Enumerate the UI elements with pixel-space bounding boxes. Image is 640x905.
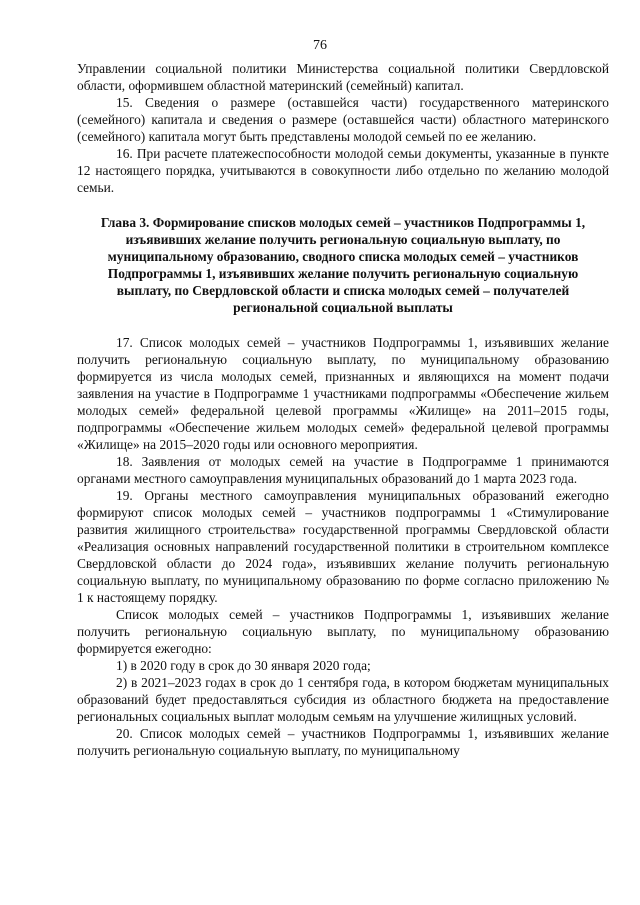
page-number: 76	[313, 38, 327, 53]
paragraph-18: 18. Заявления от молодых семей на участие в Подпрограмме 1 принимаются органами местного самоуправления муниципальных образований до 1 марта 2023 года.	[77, 454, 609, 486]
list-item-2: 2) в 2021–2023 годах в срок до 1 сентября года, в котором бюджетам муниципальных образований будет предоставляться субсидия из областного бюджета на предоставление региональных социальных выплат молодым семьям на улучшение жилищных условий.	[77, 675, 609, 724]
chapter-3-heading: Глава 3. Формирование списков молодых семей – участников Подпрограммы 1, изъявивших желание получить региональную социальную выплату, по муниципальному образованию, сводного списка молодых семей – участников Подпрограммы 1, изъявивших желание получить региональную социальную выплату, по Свердловской области и списка молодых семей – получателей региональной социальной выплаты	[100, 215, 586, 315]
list-item-1: 1) в 2020 году в срок до 30 января 2020 года;	[116, 658, 371, 673]
paragraph-continuation: Управлении социальной политики Министерства социальной политики Свердловской области, оформившем областной материнский (семейный) капитал.	[77, 61, 609, 93]
paragraph-17: 17. Список молодых семей – участников Подпрограммы 1, изъявивших желание получить региональную социальную выплату, по муниципальному образованию формируется из числа молодых семей, признанных и являющихся на момент подачи заявления на участие в Подпрограмме 1 участниками подпрограммы «Обеспечение жильем молодых семей» федеральной целевой программы «Жилище» на 2011–2015 годы, подпрограммы «Обеспечение жильем молодых семей» федеральной целевой программы «Жилище» на 2015–2020 годы или основного мероприятия.	[77, 335, 609, 452]
paragraph-19: 19. Органы местного самоуправления муниципальных образований ежегодно формируют список молодых семей – участников подпрограммы 1 «Стимулирование развития жилищного строительства» государственной программы Свердловской области «Реализация основных направлений государственной политики в строительном комплексе Свердловской области до 2024 года», изъявивших желание получить региональную социальную выплату, по муниципальному образованию по форме согласно приложению № 1 к настоящему порядку.	[77, 488, 609, 605]
spacer	[77, 316, 609, 334]
paragraph-16: 16. При расчете платежеспособности молодой семьи документы, указанные в пункте 12 настоящего порядка, учитываются в совокупности либо отдельно по желанию молодой семьи.	[77, 146, 609, 195]
document-body	[77, 60, 609, 759]
paragraph-15: 15. Сведения о размере (оставшейся части) государственного материнского (семейного) капитала и сведения о размере (оставшейся части) областного материнского (семейного) капитала могут быть представлены молодой семьей по ее желанию.	[77, 95, 609, 144]
paragraph-list-intro: Список молодых семей – участников Подпрограммы 1, изъявивших желание получить региональную социальную выплату, по муниципальному образованию формируется ежегодно:	[77, 607, 609, 656]
spacer	[77, 196, 609, 214]
paragraph-20: 20. Список молодых семей – участников Подпрограммы 1, изъявивших желание получить региональную социальную выплату, по муниципальному	[77, 726, 609, 758]
